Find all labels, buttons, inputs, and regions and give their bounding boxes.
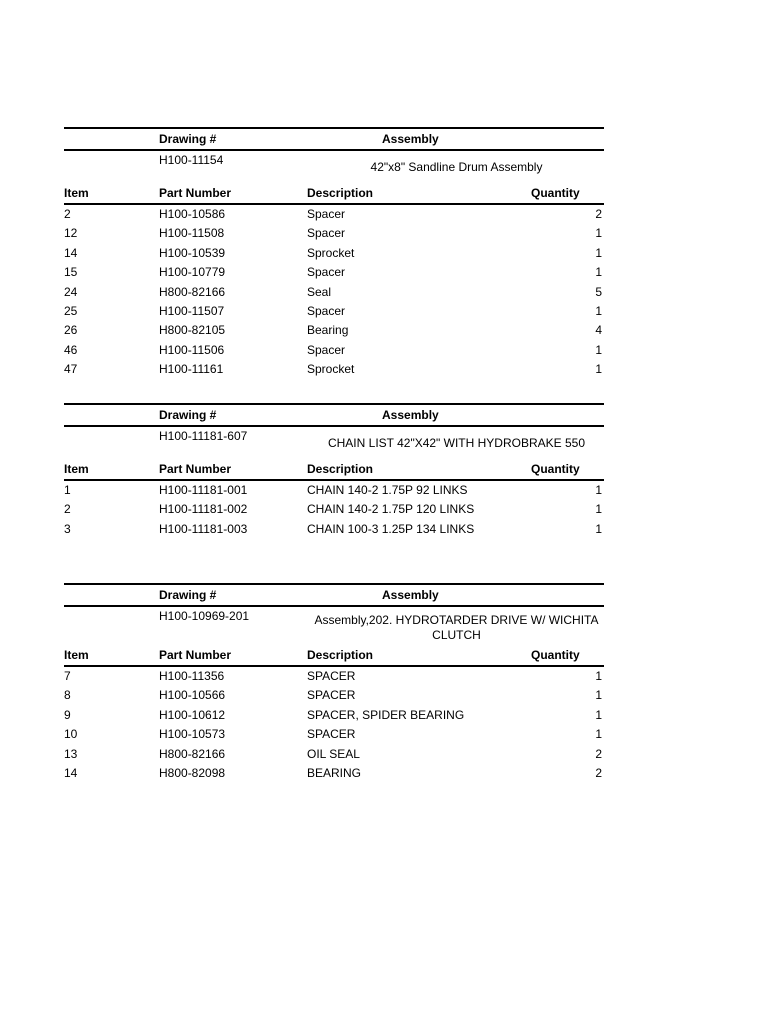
description-cell: OIL SEAL [307, 746, 360, 761]
drawing-row [64, 607, 604, 647]
table-row [64, 341, 604, 360]
part-number-cell: H100-10566 [159, 688, 226, 703]
quantity-cell: 1 [595, 226, 602, 241]
part-number-cell: H100-11506 [159, 342, 225, 357]
part-number-cell: H800-82166 [159, 746, 226, 761]
description-cell: Spacer [307, 226, 346, 241]
part-number-header: Part Number [159, 648, 232, 662]
table-row [64, 686, 604, 705]
part-number-cell: H100-10612 [159, 707, 226, 722]
item-cell: 2 [64, 502, 71, 517]
assembly-header: Assembly [382, 408, 439, 422]
quantity-cell: 5 [595, 284, 602, 299]
drawing-number-header: Drawing # [159, 588, 217, 602]
item-cell: 2 [64, 207, 71, 221]
description-cell: Sprocket [307, 245, 355, 260]
quantity-cell: 1 [595, 483, 602, 497]
table-row [64, 706, 604, 725]
description-cell: SPACER [307, 688, 356, 703]
quantity-header: Quantity [531, 186, 580, 200]
quantity-cell: 1 [595, 362, 602, 377]
part-number-header: Part Number [159, 462, 232, 476]
table-row [64, 725, 604, 744]
assembly-section [64, 403, 604, 539]
assembly-section [64, 127, 604, 380]
description-cell: CHAIN 140-2 1.75P 92 LINKS [307, 483, 468, 497]
table-row [64, 224, 604, 243]
assembly-name: Assembly,202. HYDROTARDER DRIVE W/ WICHITA CLUTCH [314, 613, 599, 642]
description-cell: Spacer [307, 342, 346, 357]
part-number-cell: H100-10573 [159, 727, 226, 742]
item-cell: 7 [64, 669, 71, 683]
item-cell: 14 [64, 765, 78, 780]
table-row [64, 745, 604, 764]
drawing-row [64, 151, 604, 185]
drawing-assembly-header [64, 405, 604, 425]
description-header: Description [307, 186, 374, 200]
part-number-cell: H100-11181-002 [159, 502, 248, 517]
description-cell: SPACER [307, 669, 356, 683]
table-row [64, 360, 604, 379]
quantity-cell: 1 [595, 707, 602, 722]
part-number-cell: H800-82166 [159, 284, 226, 299]
quantity-cell: 2 [595, 746, 602, 761]
quantity-cell: 1 [595, 727, 602, 742]
item-cell: 47 [64, 362, 78, 377]
table-row [64, 481, 604, 500]
table-row [64, 500, 604, 519]
drawing-number: H100-11181-607 [159, 429, 248, 443]
part-number-cell: H100-11508 [159, 226, 225, 241]
quantity-cell: 1 [595, 245, 602, 260]
item-header: Item [64, 648, 89, 662]
quantity-cell: 2 [595, 207, 602, 221]
part-number-cell: H100-10539 [159, 245, 226, 260]
description-cell: Seal [307, 284, 332, 299]
table-row [64, 205, 604, 224]
drawing-number-header: Drawing # [159, 132, 217, 146]
description-cell: Spacer [307, 265, 346, 280]
part-number-cell: H100-11507 [159, 303, 225, 318]
column-header-row [64, 185, 604, 203]
quantity-cell: 1 [595, 502, 602, 517]
drawing-number: H100-10969-201 [159, 609, 250, 623]
quantity-cell: 1 [595, 669, 602, 683]
description-cell: CHAIN 140-2 1.75P 120 LINKS [307, 502, 475, 517]
part-number-header: Part Number [159, 186, 232, 200]
item-cell: 1 [64, 483, 71, 497]
item-cell: 25 [64, 303, 78, 318]
item-cell: 13 [64, 746, 78, 761]
item-cell: 15 [64, 265, 78, 280]
description-cell: BEARING [307, 765, 362, 780]
part-number-cell: H100-11161 [159, 362, 224, 377]
item-cell: 8 [64, 688, 71, 703]
item-header: Item [64, 186, 89, 200]
part-number-cell: H100-10779 [159, 265, 226, 280]
drawing-number: H100-11154 [159, 153, 224, 167]
part-number-cell: H100-10586 [159, 207, 226, 221]
item-cell: 14 [64, 245, 78, 260]
quantity-cell: 1 [595, 265, 602, 280]
part-number-cell: H100-11356 [159, 669, 225, 683]
assembly-name: 42"x8" Sandline Drum Assembly [370, 160, 543, 174]
description-cell: Spacer [307, 303, 346, 318]
part-number-cell: H100-11181-001 [159, 483, 248, 497]
part-number-cell: H800-82098 [159, 765, 226, 780]
description-cell: SPACER, SPIDER BEARING [307, 707, 465, 722]
table-row [64, 283, 604, 302]
drawing-number-header: Drawing # [159, 408, 217, 422]
description-header: Description [307, 648, 374, 662]
item-cell: 46 [64, 342, 78, 357]
item-cell: 3 [64, 521, 71, 536]
item-cell: 26 [64, 323, 78, 338]
table-row [64, 263, 604, 282]
quantity-header: Quantity [531, 462, 580, 476]
table-row [64, 321, 604, 340]
table-row [64, 764, 604, 783]
assembly-header: Assembly [382, 132, 439, 146]
assembly-header: Assembly [382, 588, 439, 602]
table-row [64, 244, 604, 263]
drawing-assembly-header [64, 585, 604, 605]
column-header-row [64, 461, 604, 479]
table-row [64, 520, 604, 539]
assembly-section [64, 583, 604, 783]
quantity-cell: 2 [595, 765, 602, 780]
description-cell: SPACER [307, 727, 356, 742]
item-cell: 9 [64, 707, 71, 722]
description-cell: Bearing [307, 323, 349, 338]
description-cell: Sprocket [307, 362, 355, 377]
item-header: Item [64, 462, 89, 476]
part-number-cell: H100-11181-003 [159, 521, 248, 536]
description-cell: CHAIN 100-3 1.25P 134 LINKS [307, 521, 475, 536]
table-row [64, 667, 604, 686]
quantity-cell: 1 [595, 521, 602, 536]
description-header: Description [307, 462, 374, 476]
drawing-assembly-header [64, 129, 604, 149]
assembly-name: CHAIN LIST 42"X42" WITH HYDROBRAKE 550 [327, 436, 586, 450]
quantity-cell: 1 [595, 342, 602, 357]
item-cell: 12 [64, 226, 78, 241]
column-header-row [64, 647, 604, 665]
quantity-cell: 1 [595, 688, 602, 703]
drawing-row [64, 427, 604, 461]
table-row [64, 302, 604, 321]
quantity-header: Quantity [531, 648, 580, 662]
quantity-cell: 1 [595, 303, 602, 318]
item-cell: 10 [64, 727, 78, 742]
description-cell: Spacer [307, 207, 346, 221]
quantity-cell: 4 [595, 323, 602, 338]
item-cell: 24 [64, 284, 78, 299]
part-number-cell: H800-82105 [159, 323, 226, 338]
